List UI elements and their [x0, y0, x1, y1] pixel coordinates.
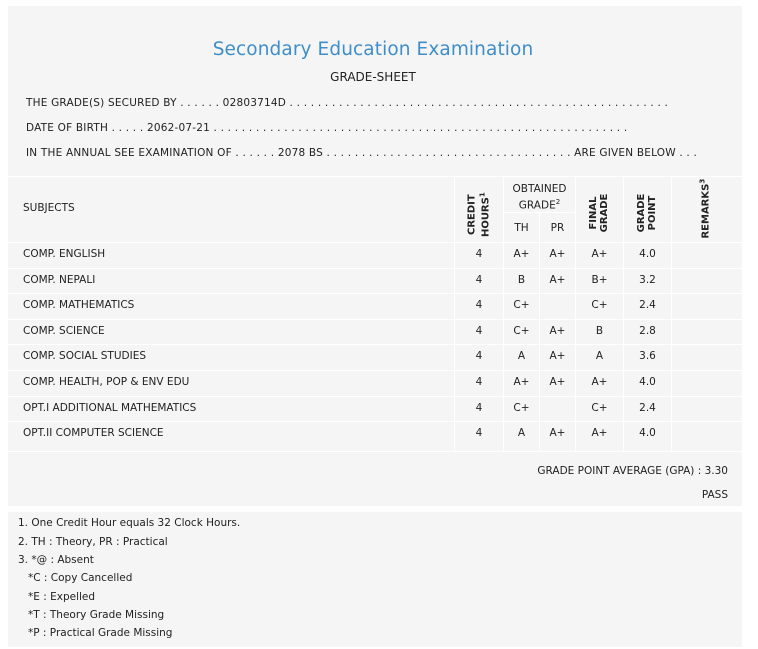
header-pr: PR — [550, 222, 565, 234]
cell-subject: COMP. MATHEMATICS — [23, 299, 135, 312]
cell-final-grade: B+ — [591, 273, 608, 286]
cell-th: A+ — [513, 248, 530, 260]
cell-th: A+ — [513, 376, 530, 388]
cell-th: A — [517, 350, 526, 363]
cell-credit: 4 — [475, 350, 483, 363]
cell-final-grade: A+ — [591, 248, 608, 260]
footnote-item: 2. TH : Theory, PR : Practical — [18, 536, 168, 548]
cell-grade-point: 2.4 — [639, 401, 656, 414]
info-student-id: THE GRADE(S) SECURED BY . . . . . . 02803714D . . . . . . . . . . . . . . . . . . . . . . . . . . . . . . . . . . . . . . . . . . . . . . . . . . . . . . — [26, 97, 669, 109]
cell-credit: 4 — [475, 376, 483, 388]
footnote-item: *P : Practical Grade Missing — [28, 627, 173, 639]
cell-pr: A+ — [549, 273, 566, 286]
cell-pr: A+ — [549, 376, 566, 388]
result-status: PASS — [701, 489, 728, 501]
header-subjects: SUBJECTS — [23, 202, 75, 214]
cell-credit: 4 — [475, 273, 483, 286]
grade-sheet — [8, 6, 742, 506]
gpa-summary: GRADE POINT AVERAGE (GPA) : 3.30 — [537, 465, 728, 477]
cell-final-grade: C+ — [591, 401, 608, 414]
cell-grade-point: 2.8 — [639, 324, 656, 337]
cell-subject: OPT.II COMPUTER SCIENCE — [23, 427, 164, 440]
cell-grade-point: 3.6 — [639, 350, 656, 363]
cell-subject: COMP. SOCIAL STUDIES — [23, 350, 147, 363]
cell-th: B — [517, 273, 526, 286]
cell-final-grade: C+ — [591, 299, 608, 312]
cell-grade-point: 4.0 — [639, 248, 656, 260]
info-exam: IN THE ANNUAL SEE EXAMINATION OF . . . . . . 2078 BS . . . . . . . . . . . . . . . . . . . . . . . . . . . . . . . . . . . ARE GIVEN BELOW . . . — [26, 147, 698, 159]
page-title: Secondary Education Examination — [212, 39, 534, 60]
cell-grade-point: 4.0 — [639, 427, 656, 440]
cell-grade-point: 2.4 — [639, 299, 656, 312]
header-final-grade: FINAL GRADE — [588, 193, 610, 233]
cell-credit: 4 — [475, 324, 483, 337]
cell-subject: COMP. SCIENCE — [23, 324, 105, 337]
header-grade-point: GRADE POINT — [636, 193, 658, 233]
cell-th: C+ — [513, 401, 530, 414]
footnote-item: *C : Copy Cancelled — [28, 572, 133, 584]
info-dob: DATE OF BIRTH . . . . . 2062-07-21 . . . . . . . . . . . . . . . . . . . . . . . . . . . . . . . . . . . . . . . . . . . . . . . . . . . . . . . . . . . — [26, 122, 628, 134]
header-th: TH — [514, 222, 529, 234]
cell-pr: A+ — [549, 427, 566, 440]
cell-credit: 4 — [475, 248, 483, 260]
cell-final-grade: A+ — [591, 376, 608, 388]
footnote-item: *E : Expelled — [28, 591, 96, 603]
cell-subject: COMP. HEALTH, POP & ENV EDU — [23, 376, 190, 388]
cell-subject: OPT.I ADDITIONAL MATHEMATICS — [23, 401, 197, 414]
cell-final-grade: A — [595, 350, 604, 363]
cell-th: A — [517, 427, 526, 440]
cell-credit: 4 — [475, 299, 483, 312]
header-obtained-grade: OBTAINED GRADE$^2$ — [512, 183, 567, 212]
cell-th: C+ — [513, 324, 530, 337]
cell-final-grade: A+ — [591, 427, 608, 440]
cell-pr: A+ — [549, 350, 566, 363]
cell-th: C+ — [513, 299, 530, 312]
footnotes — [8, 512, 742, 647]
header-remarks: REMARKS$^3$ — [698, 178, 712, 239]
footnote-item: 1. One Credit Hour equals 32 Clock Hours. — [18, 517, 241, 529]
footnote-item: 3. *@ : Absent — [18, 554, 94, 566]
cell-final-grade: B — [595, 324, 604, 337]
header-credit-hours: CREDIT HOURS$^1$ — [466, 192, 492, 238]
cell-grade-point: 4.0 — [639, 376, 656, 388]
cell-credit: 4 — [475, 427, 483, 440]
cell-credit: 4 — [475, 401, 483, 414]
cell-subject: COMP. NEPALI — [23, 273, 96, 286]
page-subtitle: GRADE-SHEET — [330, 70, 416, 84]
footnote-item: *T : Theory Grade Missing — [28, 609, 165, 621]
cell-pr: A+ — [549, 248, 566, 260]
cell-pr: A+ — [549, 324, 566, 337]
cell-grade-point: 3.2 — [639, 273, 656, 286]
cell-subject: COMP. ENGLISH — [23, 248, 106, 260]
